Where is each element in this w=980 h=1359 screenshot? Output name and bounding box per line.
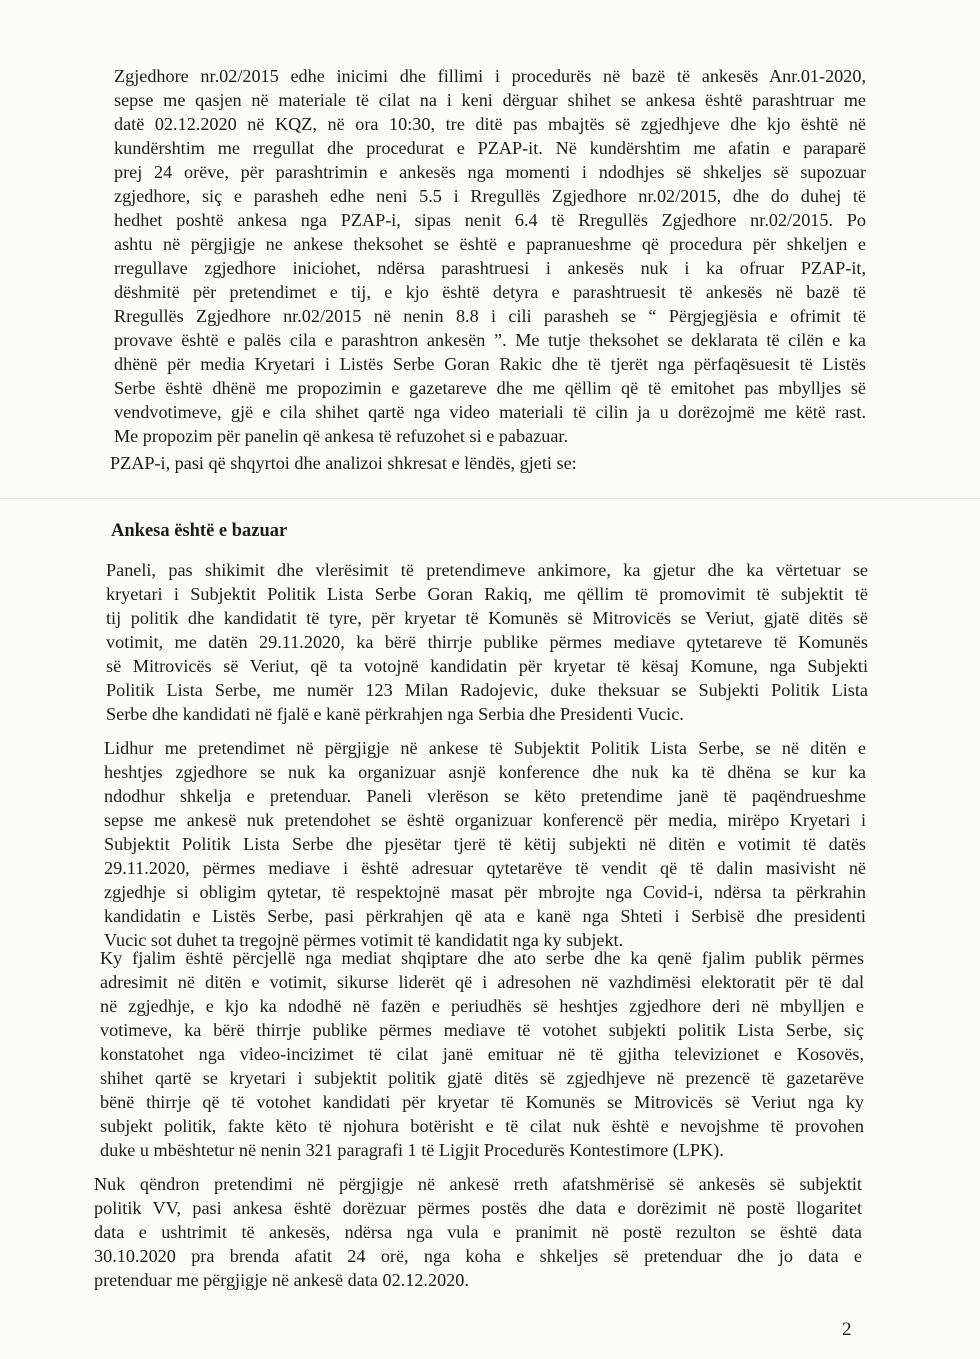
text-line: bënë thirrje që të votohet kandidati për kryetar të Komunës se Mitrovicës së Veriut nga ky (100, 1092, 864, 1112)
text-line: Me propozim për panelin që ankesa të refuzohet si e pabazuar. (114, 426, 568, 446)
text-line: dëshmitë për pretendimet e tij, e kjo është detyra e parashtruesit të ankesës në bazë të (114, 282, 866, 302)
text-line: kryetari i Subjektit Politik Lista Serbe Goran Rakiq, me qëllim të promovimit të subjektit të (106, 584, 868, 604)
text-line: Paneli, pas shikimit dhe vlerësimit të pretendimeve ankimore, ka gjetur dhe ka vërtetuar se (106, 560, 868, 580)
text-line: Rregullës Zgjedhore nr.02/2015 në nenin 8.8 i cili parasheh se “ Përgjegjësia e ofrimit të (114, 306, 866, 326)
page-number: 2 (842, 1319, 852, 1340)
text-line: votimit, me datën 29.11.2020, ka bërë thirrje publike përmes mediave qytetareve të Komunës (106, 632, 868, 652)
text-line: Lidhur me pretendimet në përgjigje në ankese të Subjektit Politik Lista Serbe, se në ditën e (104, 738, 866, 758)
text-line: zgjedhore, siç e parasheh edhe neni 5.5 i Rregullës Zgjedhore nr.02/2015, dhe do duhej të (114, 186, 866, 206)
section-heading: Ankesa është e bazuar (111, 521, 288, 541)
text-line: adresimit në ditën e votimit, sikurse liderët që i adresohen në vazhdimësi elektoratit për të dal (100, 972, 864, 992)
text-line: ashtu në përgjigje ne ankese theksohet se është e papranueshme që procedura për shkeljen e (114, 234, 866, 254)
paragraph-media-speech (100, 946, 864, 1162)
text-line: politik VV, pasi ankesa është dorëzuar përmes postës dhe data e dorëzimit në postë llogaritet (94, 1198, 862, 1218)
text-line: dhënë për media Kryetari i Listës Serbe Goran Rakic dhe të tjerët nga përfaqësuesit të Listës (114, 354, 866, 374)
text-line: pretenduar me përgjigje në ankesë data 02.12.2020. (94, 1270, 469, 1290)
text-line: Subjektit Politik Lista Serbe dhe pjesëtar tjerë të këtij subjekti në ditën e votimit të datës (104, 834, 866, 854)
text-line: sepse me ankesë nuk pretendohet se është organizuar konferencë për media, mirëpo Kryetari i (104, 810, 866, 830)
text-line: Serbe dhe kandidati në fjalë e kanë përkrahjen nga Serbia dhe Presidenti Vucic. (106, 704, 684, 724)
text-line: hedhet poshtë ankesa nga PZAP-i, sipas nenit 6.4 të Rregullës Zgjedhore nr.02/2015. Po (114, 210, 866, 230)
text-line: subjekt politik, fakte këto të njohura botërisht e të cilat nuk është e nevojshme të provohen (100, 1116, 864, 1136)
text-line: Vucic sot duhet ta tregojnë përmes votimit të kandidatit nga ky subjekt. (104, 930, 624, 950)
text-line: sepse me qasjen në materiale të cilat na i keni dërguar shihet se ankesa është parashtruar me (114, 90, 866, 110)
intro-line: PZAP-i, pasi që shqyrtoi dhe analizoi shkresat e lëndës, gjeti se: (110, 453, 577, 473)
text-line: provave është e palës cila e parashtron ankesën ”. Me tutje theksohet se deklarata të cilën e ka (114, 330, 866, 350)
text-line: rregullave zgjedhore iniciohet, ndërsa parashtruesi i ankesës nuk i ka ofruar PZAP-it, (114, 258, 866, 278)
text-line: kundërshtim me rregullat dhe procedurat e PZAP-it. Në kundërshtim me afatin e paraparë (114, 138, 866, 158)
text-line: Politik Lista Serbe, me numër 123 Milan Radojevic, duke theksuar se Subjekti Politik Lista (106, 680, 868, 700)
text-line: 29.11.2020, përmes mediave i është adresuar qytetarëve të vendit që të dalin masivisht në (104, 858, 866, 878)
text-line: Ky fjalim është përcjellë nga mediat shqiptare dhe ato serbe dhe ka qenë fjalim publik përmes (100, 948, 864, 968)
text-line: kandidatin e Listës Serbe, pasi përkrahjen që ata e kanë nga Shteti i Serbisë dhe presidenti (104, 906, 866, 926)
text-line: vendvotimeve, gjë e cila shihet qartë nga video materiali të cilin ja u dorëzojmë me këtë rast. (114, 402, 866, 422)
text-line: votimeve, ka bërë thirrje publike përmes mediave të votohet subjekti politik Lista Serbe, siç (100, 1020, 864, 1040)
text-line: ndodhur shkelja e pretenduar. Paneli vlerëson se këto pretendime janë të paqëndrueshme (104, 786, 866, 806)
text-line: konstatohet nga video-incizimet të cilat janë emituar në të gjitha televizionet e Kosovës, (100, 1044, 864, 1064)
paragraph-panel-findings (106, 558, 868, 726)
text-line: në zgjedhje, e kjo ka ndodhë në fazën e periudhës së heshtjes zgjedhore deri në mbylljen e (100, 996, 864, 1016)
text-line: Zgjedhore nr.02/2015 edhe inicimi dhe fillimi i procedurës në bazë të ankesës Anr.01-2020, (114, 66, 866, 86)
paragraph-deadline (94, 1172, 862, 1292)
text-line: shihet qartë se kryetari i subjektit politik gjatë ditës së zgjedhjeve në prezencë të gazetarëve (100, 1068, 864, 1088)
paragraph-claims-response (104, 736, 866, 952)
text-line: datë 02.12.2020 në KQZ, në ora 10:30, tre ditë pas mbajtës së zgjedhjeve dhe kjo është në (114, 114, 866, 134)
text-line: duke u mbështetur në nenin 321 paragrafi 1 të Ligjit Procedurës Kontestimore (LPK). (100, 1140, 724, 1160)
page-divider (0, 498, 980, 499)
text-line: tij politik dhe kandidatit të tyre, për kryetar të Komunës së Mitrovicës se Veriut, gjatë ditës së (106, 608, 868, 628)
text-line: zgjedhje si obligim qytetar, të respektojnë masat për mbrojte nga Covid-i, ndërsa ta përkrahin (104, 882, 866, 902)
text-line: 30.10.2020 pra brenda afatit 24 orë, nga koha e shkeljes së pretenduar dhe jo data e (94, 1246, 862, 1266)
text-line: Serbe është dhënë me propozimin e gazetareve dhe me qëllim që të emitohet pas mbylljes së (114, 378, 866, 398)
paragraph-respondent-reply (114, 64, 866, 448)
text-line: data e ushtrimit të ankesës, ndërsa nga vula e pranimit në postë rezulton se është data (94, 1222, 862, 1242)
text-line: së Mitrovicës së Veriut, që ta votojnë kandidatin për kryetar të kësaj Komune, nga Subjekti (106, 656, 868, 676)
text-line: heshtjes zgjedhore se nuk ka organizuar asnjë konference dhe nuk ka të dhëna se kur ka (104, 762, 866, 782)
text-line: prej 24 orëve, për parashtrimin e ankesës nga momenti i ndodhjes së shkeljes së supozuar (114, 162, 866, 182)
text-line: Nuk qëndron pretendimi në përgjigje në ankesë rreth afatshmërisë së ankesës së subjektit (94, 1174, 862, 1194)
